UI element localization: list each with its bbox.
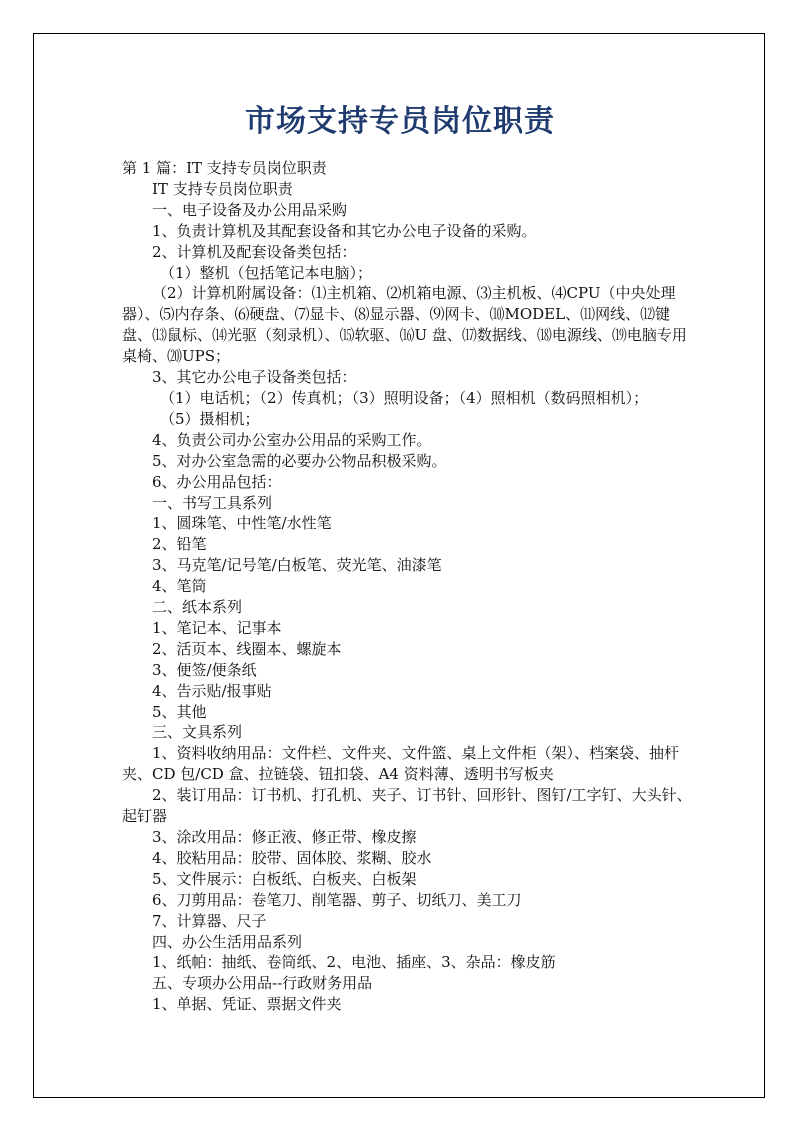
document-title: 市场支持专员岗位职责 [245, 104, 555, 139]
list-item: 4、告示贴/报事贴 [152, 681, 272, 700]
list-item: 6、办公用品包括： [152, 472, 282, 491]
list-item: 3、便签/便条纸 [152, 660, 257, 679]
chapter-heading: 第 1 篇：IT 支持专员岗位职责 [122, 159, 327, 177]
section-heading: 一、书写工具系列 [152, 493, 273, 512]
paragraph: 2、装订用品：订书机、打孔机、夹子、订书针、回形针、图钉/工字钉、大头针、起钉器 [122, 786, 692, 826]
list-item: 2、计算机及配套设备类包括： [152, 242, 357, 261]
list-item: （1）整机（包括笔记本电脑）； [160, 263, 373, 282]
list-item: 2、铅笔 [152, 535, 207, 554]
section-heading: 三、文具系列 [152, 723, 243, 742]
section-heading: 二、纸本系列 [152, 598, 243, 617]
list-item: 2、活页本、线圈本、螺旋本 [152, 639, 342, 658]
list-item: 1、圆珠笔、中性笔/水性笔 [152, 514, 332, 533]
paragraph: 1、资料收纳用品：文件栏、文件夹、文件篮、桌上文件柜（架）、档案袋、抽杆夹、CD 包/CD 盒、拉链袋、钮扣袋、A4 资料薄、透明书写板夹 [122, 744, 680, 784]
document-body [122, 158, 692, 1015]
section-heading: 五、专项办公用品--行政财务用品 [152, 974, 373, 993]
list-item: 3、涂改用品：修正液、修正带、橡皮擦 [152, 828, 417, 846]
list-item: 5、文件展示：白板纸、白板夹、白板架 [152, 869, 417, 888]
list-item: 6、刀剪用品：卷笔刀、削笔器、剪子、切纸刀、美工刀 [152, 890, 522, 909]
paragraph: （2）计算机附属设备：⑴主机箱、⑵机箱电源、⑶主机板、⑷CPU（中央处理器）、⑸内存条、⑹硬盘、⑺显卡、⑻显示器、⑼网卡、⑽MODEL、⑾网线、⑿键盘、⒀鼠标、⒁光驱（刻录机）、⒂软驱、⒃U 盘、⒄数据线、⒅电源线、⒆电脑专用桌椅、⒇UPS； [122, 284, 687, 366]
section-heading: 一、电子设备及办公用品采购 [152, 200, 348, 219]
list-item: 4、笔筒 [152, 577, 207, 596]
list-item: 4、胶粘用品：胶带、固体胶、浆糊、胶水 [152, 848, 432, 867]
list-item: （5）摄相机； [160, 409, 260, 428]
list-item: 7、计算器、尺子 [152, 911, 267, 930]
list-item: 4、负责公司办公室办公用品的采购工作。 [152, 430, 432, 449]
list-item: 1、单据、凭证、票据文件夹 [152, 995, 342, 1014]
list-item: 5、对办公室急需的必要办公物品积极采购。 [152, 451, 447, 470]
list-item: 1、纸帕：抽纸、卷筒纸、2、电池、插座、3、杂品：橡皮筋 [152, 953, 556, 972]
section-heading: 四、办公生活用品系列 [152, 932, 303, 951]
list-item: 3、其它办公电子设备类包括： [152, 368, 357, 387]
list-item: 3、马克笔/记号笔/白板笔、荧光笔、油漆笔 [152, 556, 442, 575]
list-item: 1、负责计算机及其配套设备和其它办公电子设备的采购。 [152, 221, 537, 240]
list-item: 1、笔记本、记事本 [152, 618, 282, 637]
list-item: （1）电话机；（2）传真机；（3）照明设备；（4）照相机（数码照相机）； [160, 388, 649, 407]
list-item: 5、其他 [152, 702, 207, 721]
subheading: IT 支持专员岗位职责 [152, 179, 293, 198]
